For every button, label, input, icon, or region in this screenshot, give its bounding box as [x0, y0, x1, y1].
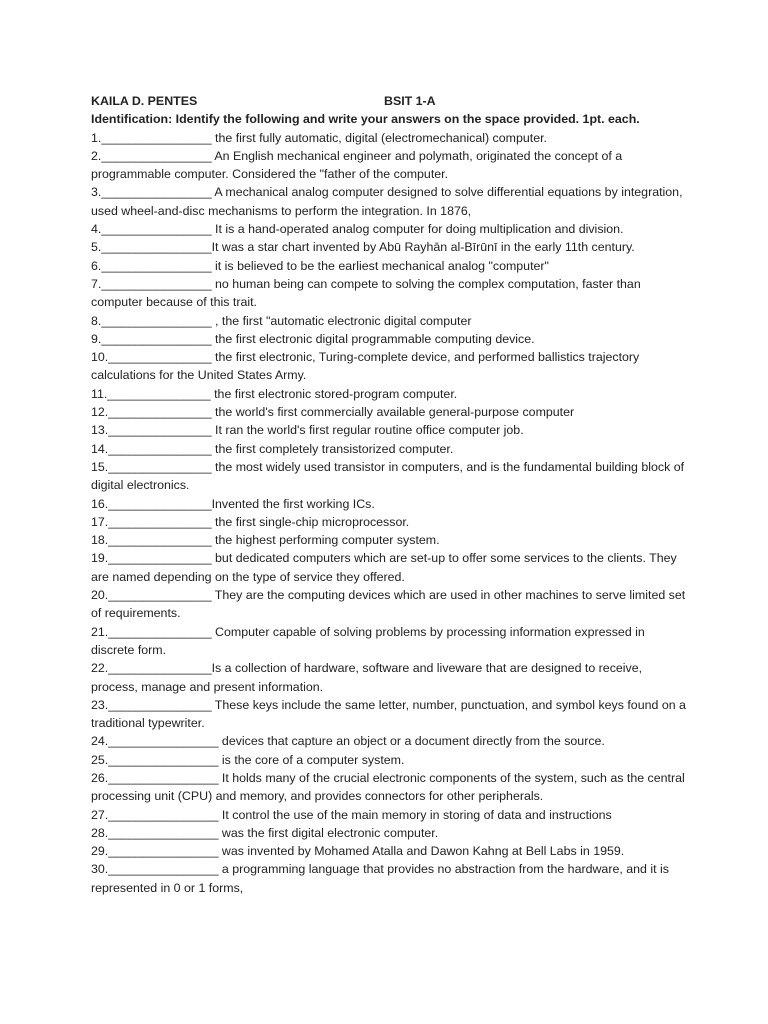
- question-text: is the core of a computer system.: [218, 752, 405, 767]
- question-item: [91, 513, 691, 531]
- question-text: Computer capable of solving problems by processing information expressed in discrete form.: [91, 624, 645, 657]
- answer-blank: 21._______________: [91, 624, 212, 639]
- question-text: An English mechanical engineer and polymath, originated the concept of a programmable computer. Considered the "father of the computer.: [91, 148, 623, 182]
- answer-blank: 10._______________: [91, 350, 212, 365]
- question-text: the highest performing computer system.: [211, 533, 440, 548]
- question-item: [91, 312, 691, 330]
- answer-blank: 15._______________: [91, 459, 212, 474]
- question-item: [91, 732, 691, 750]
- question-text: It control the use of the main memory in storing of data and instructions: [218, 807, 612, 822]
- answer-blank: 29.________________: [91, 844, 219, 859]
- header: [91, 92, 691, 110]
- answer-blank: 2.________________: [91, 148, 212, 163]
- question-item: [91, 147, 691, 184]
- answer-blank: 14._______________: [91, 441, 212, 456]
- answer-blank: 7.________________: [91, 276, 212, 291]
- question-text: It ran the world's first regular routine office computer job.: [211, 423, 524, 438]
- question-item: [91, 220, 691, 238]
- question-item: [91, 129, 691, 147]
- question-item: [91, 549, 691, 586]
- question-item: [91, 806, 691, 824]
- question-text: the first completely transistorized computer.: [211, 441, 454, 456]
- question-item: [91, 751, 691, 769]
- question-text: Is a collection of hardware, software and liveware that are designed to receive, process, manage and present information.: [91, 661, 643, 694]
- question-text: It was a star chart invented by Abū Rayhān al-Bīrūnī in the early 11th century.: [211, 240, 635, 255]
- answer-blank: 9.________________: [91, 331, 212, 346]
- answer-blank: 28.________________: [91, 825, 219, 840]
- question-text: it is believed to be the earliest mechanical analog "computer": [211, 258, 549, 273]
- question-text: the most widely used transistor in computers, and is the fundamental building block of digital electronics.: [91, 459, 685, 493]
- question-item: [91, 330, 691, 348]
- question-item: [91, 348, 691, 385]
- question-text: the first fully automatic, digital (electromechanical) computer.: [211, 130, 547, 145]
- question-text: the first electronic stored-program computer.: [210, 386, 458, 401]
- answer-blank: 26.________________: [91, 770, 219, 785]
- question-text: a programming language that provides no abstraction from the hardware, and it is represented in 0 or 1 forms,: [91, 862, 669, 895]
- student-name: KAILA D. PENTES: [91, 94, 198, 108]
- question-item: [91, 257, 691, 275]
- answer-blank: 12._______________: [91, 405, 212, 420]
- question-text: the first single-chip microprocessor.: [211, 514, 410, 529]
- question-item: [91, 238, 691, 256]
- answer-blank: 22._______________: [91, 661, 212, 676]
- answer-blank: 17._______________: [91, 514, 212, 529]
- worksheet-page: [91, 92, 691, 897]
- question-item: [91, 385, 691, 403]
- question-text: It is a hand-operated analog computer for doing multiplication and division.: [211, 222, 624, 237]
- question-item: [91, 495, 691, 513]
- question-text: the first electronic digital programmable computing device.: [211, 331, 535, 346]
- answer-blank: 30.________________: [91, 862, 219, 877]
- answer-blank: 5.________________: [91, 240, 212, 255]
- question-text: They are the computing devices which are used in other machines to serve limited set of requirements.: [91, 588, 686, 621]
- answer-blank: 3.________________: [91, 185, 212, 200]
- answer-blank: 6.________________: [91, 258, 212, 273]
- question-item: [91, 623, 691, 660]
- question-item: [91, 586, 691, 623]
- answer-blank: 27.________________: [91, 807, 219, 822]
- question-text: the first electronic, Turing-complete device, and performed ballistics trajectory calculations for the United States Army.: [91, 350, 640, 383]
- question-item: [91, 183, 691, 220]
- answer-blank: 16._______________: [91, 496, 212, 511]
- question-text: the world's first commercially available general-purpose computer: [211, 405, 575, 420]
- answer-blank: 1.________________: [91, 130, 212, 145]
- question-text: devices that capture an object or a document directly from the source.: [218, 734, 605, 749]
- answer-blank: 25.________________: [91, 752, 219, 767]
- question-item: [91, 769, 691, 806]
- question-item: [91, 860, 691, 897]
- question-item: [91, 275, 691, 312]
- question-text: was the first digital electronic computer.: [218, 825, 439, 840]
- question-item: [91, 659, 691, 696]
- question-item: [91, 824, 691, 842]
- answer-blank: 11._______________: [91, 386, 211, 401]
- question-text: These keys include the same letter, number, punctuation, and symbol keys found on a traditional typewriter.: [91, 697, 686, 731]
- answer-blank: 24.________________: [91, 734, 219, 749]
- question-text: but dedicated computers which are set-up to offer some services to the clients. They are named depending on the type of service they offered.: [91, 551, 677, 584]
- question-text: It holds many of the crucial electronic components of the system, such as the central processing unit (CPU) and memory, and provides connectors for other peripherals.: [91, 770, 685, 804]
- question-text: no human being can compete to solving the complex computation, faster than computer because of this trait.: [91, 276, 641, 310]
- answer-blank: 8.________________: [91, 313, 212, 328]
- class-section: BSIT 1-A: [384, 94, 436, 108]
- question-text: was invented by Mohamed Atalla and Dawon Kahng at Bell Labs in 1959.: [218, 844, 625, 859]
- answer-blank: 19._______________: [91, 551, 212, 566]
- question-item: [91, 458, 691, 495]
- question-text: , the first "automatic electronic digital computer: [211, 313, 472, 328]
- instructions: Identification: Identify the following and write your answers on the space provided. 1pt. each.: [91, 112, 640, 127]
- question-list: [91, 129, 691, 897]
- question-item: [91, 696, 691, 733]
- answer-blank: 13._______________: [91, 423, 212, 438]
- question-item: [91, 403, 691, 421]
- answer-blank: 4.________________: [91, 222, 212, 237]
- question-text: A mechanical analog computer designed to solve differential equations by integration, used wheel-and-disc mechanisms to perform the integration. In 1876,: [91, 185, 683, 218]
- question-text: Invented the first working ICs.: [211, 496, 375, 511]
- question-item: [91, 531, 691, 549]
- answer-blank: 20._______________: [91, 588, 212, 603]
- question-item: [91, 440, 691, 458]
- question-item: [91, 421, 691, 439]
- answer-blank: 18._______________: [91, 533, 212, 548]
- answer-blank: 23._______________: [91, 697, 212, 712]
- question-item: [91, 842, 691, 860]
